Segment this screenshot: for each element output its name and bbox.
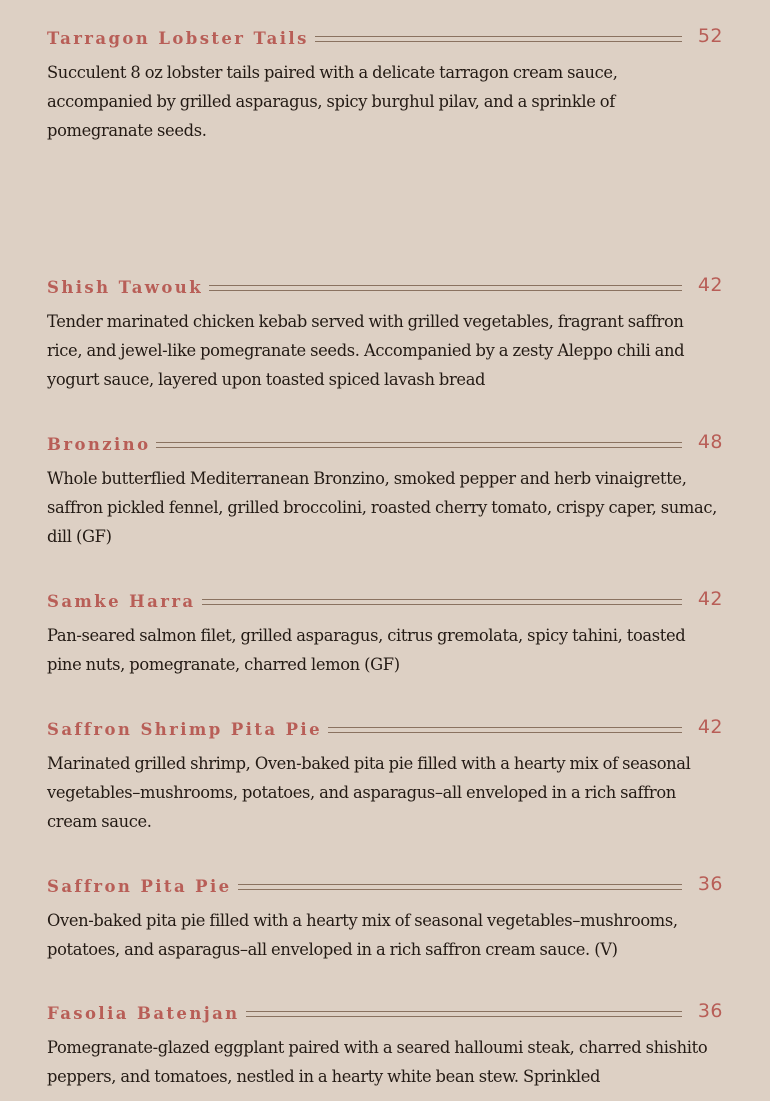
menu-item-price: 52 [697, 25, 723, 47]
menu-item-price: 42 [697, 274, 723, 296]
menu-item-name: Saffron Shrimp Pita Pie [47, 719, 322, 739]
menu-item-name: Shish Tawouk [47, 277, 204, 297]
menu-item [47, 1000, 723, 1091]
double-rule-divider [315, 36, 682, 42]
menu-item-description: Succulent 8 oz lobster tails paired with a delicate tarragon cream sauce, accompanied by grilled asparagus, spicy burghul pilav, and a sprinkle of pomegranate seeds. [47, 63, 618, 140]
menu-item [47, 431, 723, 551]
menu-item-header [47, 25, 723, 51]
menu-item-description: Pan-seared salmon filet, grilled asparagus, citrus gremolata, spicy tahini, toasted pine nuts, pomegranate, charred lemon (GF) [47, 626, 686, 674]
menu-item [47, 873, 723, 964]
menu-item-price: 42 [697, 716, 723, 738]
double-rule-divider [246, 1011, 682, 1017]
menu-item-header [47, 716, 723, 742]
menu-item-price: 36 [697, 1000, 723, 1022]
menu-item [47, 716, 723, 836]
menu-item [47, 25, 723, 145]
menu-item-name: Samke Harra [47, 591, 196, 611]
menu-item-description: Pomegranate-glazed eggplant paired with a seared halloumi steak, charred shishito peppers, and tomatoes, nestled in a hearty white bean stew. Sprinkled [47, 1038, 708, 1086]
menu-item-description: Oven-baked pita pie filled with a hearty mix of seasonal vegetables–mushrooms, potatoes, and asparagus–all enveloped in a rich saffron cream sauce. (V) [47, 911, 678, 959]
menu-item-header [47, 873, 723, 899]
menu-item-description: Tender marinated chicken kebab served with grilled vegetables, fragrant saffron rice, and jewel-like pomegranate seeds. Accompanied by a zesty Aleppo chili and yogurt sauce, layered upon toasted spiced lavash bread [47, 312, 685, 389]
double-rule-divider [209, 285, 682, 291]
double-rule-divider [238, 884, 682, 890]
menu-item [47, 274, 723, 394]
menu-item-header [47, 1000, 723, 1026]
menu-item-header [47, 588, 723, 614]
double-rule-divider [328, 727, 682, 733]
double-rule-divider [156, 442, 681, 448]
menu-item [47, 588, 723, 679]
menu-item-price: 42 [697, 588, 723, 610]
menu-item-description: Whole butterflied Mediterranean Bronzino, smoked pepper and herb vinaigrette, saffron pickled fennel, grilled broccolini, roasted cherry tomato, crispy caper, sumac, dill (GF) [47, 469, 717, 546]
menu-item-price: 48 [697, 431, 723, 453]
menu-item-header [47, 431, 723, 457]
menu-item-name: Tarragon Lobster Tails [47, 28, 309, 48]
menu-item-name: Bronzino [47, 434, 151, 454]
menu-item-price: 36 [697, 873, 723, 895]
menu-item-name: Saffron Pita Pie [47, 876, 232, 896]
menu-item-description: Marinated grilled shrimp, Oven-baked pita pie filled with a hearty mix of seasonal vegetables–mushrooms, potatoes, and asparagus–all enveloped in a rich saffron cream sauce. [47, 754, 691, 831]
menu-item-header [47, 274, 723, 300]
double-rule-divider [202, 599, 682, 605]
menu-item-name: Fasolia Batenjan [47, 1003, 240, 1023]
